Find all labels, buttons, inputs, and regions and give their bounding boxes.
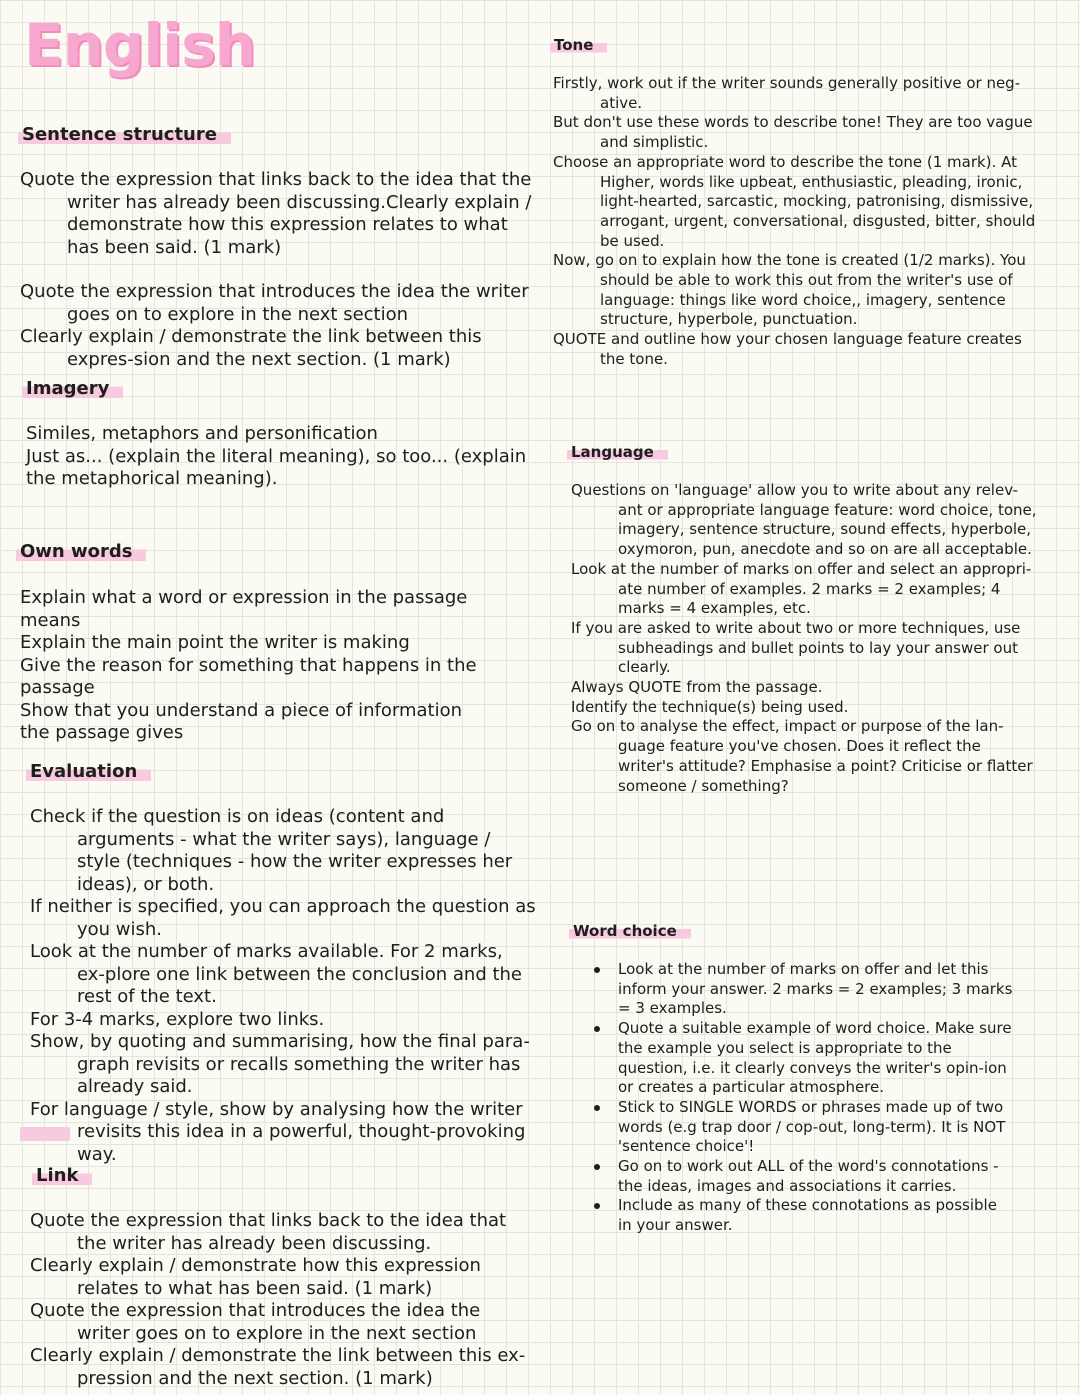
- highlighter-mark: [20, 1127, 70, 1141]
- list-item: But don't use these words to describe tone! They are too vague and simplistic.: [553, 113, 1033, 152]
- list-item: Questions on 'language' allow you to write about any relev-ant or appropriate language feature: word choice, tone, imagery, sentence structure, sound effects, hyperbole, oxymoron, pun, anecdote and so on are all acceptable.: [571, 481, 1037, 559]
- list-item: For 3-4 marks, explore two links.: [30, 1008, 325, 1030]
- section-tone: [553, 74, 1043, 370]
- heading-tone: Tone: [550, 36, 607, 54]
- list-item: Clearly explain / demonstrate how this expression relates to what has been said. (1 mark): [30, 1255, 481, 1299]
- bullet-icon: [594, 967, 600, 973]
- list-item: If neither is specified, you can approach the question as you wish.: [30, 896, 536, 940]
- heading-language: Language: [567, 443, 668, 461]
- page-title: English: [24, 11, 256, 79]
- section-evaluation: [30, 806, 536, 1166]
- section-language: [571, 481, 1041, 796]
- list-item: Explain the main point the writer is making: [20, 632, 410, 653]
- heading-link: Link: [32, 1165, 92, 1187]
- list-item: Stick to SINGLE WORDS or phrases made up of two words (e.g trap door / cop-out, long-term). It is NOT 'sentence choice'!: [594, 1098, 1014, 1157]
- heading-own-words: Own words: [16, 541, 146, 563]
- list-item: Firstly, work out if the writer sounds generally positive or neg-ative.: [553, 74, 1021, 112]
- list-item: Show, by quoting and summarising, how the final para-graph revisits or recalls something the writer has already said.: [30, 1031, 530, 1097]
- list-item: Explain what a word or expression in the passage means: [20, 587, 468, 631]
- list-item: Similes, metaphors and personification: [26, 423, 378, 444]
- heading-sentence-structure: Sentence structure: [18, 124, 231, 146]
- list-item: Quote the expression that introduces the idea the writer goes on to explore in the next section: [20, 281, 529, 325]
- list-item: Just as... (explain the literal meaning), so too... (explain the metaphorical meaning).: [26, 445, 527, 489]
- list-item: QUOTE and outline how your chosen language feature creates the tone.: [553, 330, 1022, 368]
- list-item: Quote the expression that links back to the idea that the writer has already been discussing.Clearly explain / demonstrate how this expression relates to what has been said. (1 mark): [20, 169, 532, 258]
- list-item: Look at the number of marks available. For 2 marks, ex-plore one link between the conclusion and the rest of the text.: [30, 941, 523, 1007]
- heading-word-choice: Word choice: [569, 922, 691, 940]
- list-item: Choose an appropriate word to describe the tone (1 mark). At Higher, words like upbeat, enthusiastic, pleading, ironic, light-hearted, sarcastic, mocking, patronising, dismissive, arrogant, urgent, conversational, disgusted, bitter, should be used.: [553, 152, 1036, 250]
- section-sentence-structure: [20, 169, 536, 371]
- list-item: For language / style, show by analysing how the writer revisits this idea in a powerful, thought-provoking way.: [30, 1098, 526, 1165]
- list-item: Always QUOTE from the passage.: [571, 678, 823, 697]
- list-item: Now, go on to explain how the tone is created (1/2 marks). You should be able to work this out from the writer's use of language: things like word choice,, imagery, sentence structure, hyperbole, punctuation.: [553, 251, 1026, 329]
- list-item: Give the reason for something that happens in the passage: [20, 654, 477, 698]
- section-word-choice: [594, 960, 1014, 1236]
- list-item: Go on to work out ALL of the word's connotations - the ideas, images and associations it carries.: [594, 1157, 1014, 1196]
- list-item: If you are asked to write about two or more techniques, use subheadings and bullet points to lay your answer out clearly.: [571, 618, 1021, 677]
- list-item: Show that you understand a piece of information the passage gives: [20, 699, 463, 743]
- section-link: [30, 1210, 536, 1390]
- list-item: Look at the number of marks on offer and select an appropri-ate number of examples. 2 marks = 2 examples; 4 marks = 4 examples, etc.: [571, 559, 1032, 618]
- heading-evaluation: Evaluation: [26, 761, 151, 783]
- heading-imagery: Imagery: [22, 378, 123, 400]
- section-own-words: [20, 587, 496, 745]
- list-item: Clearly explain / demonstrate the link between this ex-pression and the next section. (1 mark): [30, 1345, 526, 1389]
- list-item: Check if the question is on ideas (content and arguments - what the writer says), language / style (techniques - how the writer expresses her ideas), or both.: [30, 806, 513, 895]
- list-item: Clearly explain / demonstrate the link between this expres-sion and the next section. (1 mark): [20, 326, 482, 370]
- list-item: Identify the technique(s) being used.: [571, 697, 849, 716]
- section-imagery: [26, 423, 536, 491]
- list-item: Quote the expression that links back to the idea that the writer has already been discussing.: [30, 1210, 507, 1254]
- list-item: Look at the number of marks on offer and let this inform your answer. 2 marks = 2 examples; 3 marks = 3 examples.: [594, 960, 1014, 1019]
- list-item: Quote a suitable example of word choice. Make sure the example you select is appropriate to the question, i.e. it clearly conveys the writer's opin-ion or creates a particular atmosphere.: [594, 1019, 1014, 1098]
- bullet-icon: [594, 1026, 600, 1032]
- list-item: Include as many of these connotations as possible in your answer.: [594, 1196, 1014, 1235]
- bullet-icon: [594, 1164, 600, 1170]
- list-item: Go on to analyse the effect, impact or purpose of the lan-guage feature you've chosen. Does it reflect the writer's attitude? Emphasise a point? Criticise or flatter someone / something?: [571, 717, 1033, 795]
- bullet-icon: [594, 1105, 600, 1111]
- bullet-icon: [594, 1203, 600, 1209]
- list-item: Quote the expression that introduces the idea the writer goes on to explore in the next section: [30, 1300, 481, 1344]
